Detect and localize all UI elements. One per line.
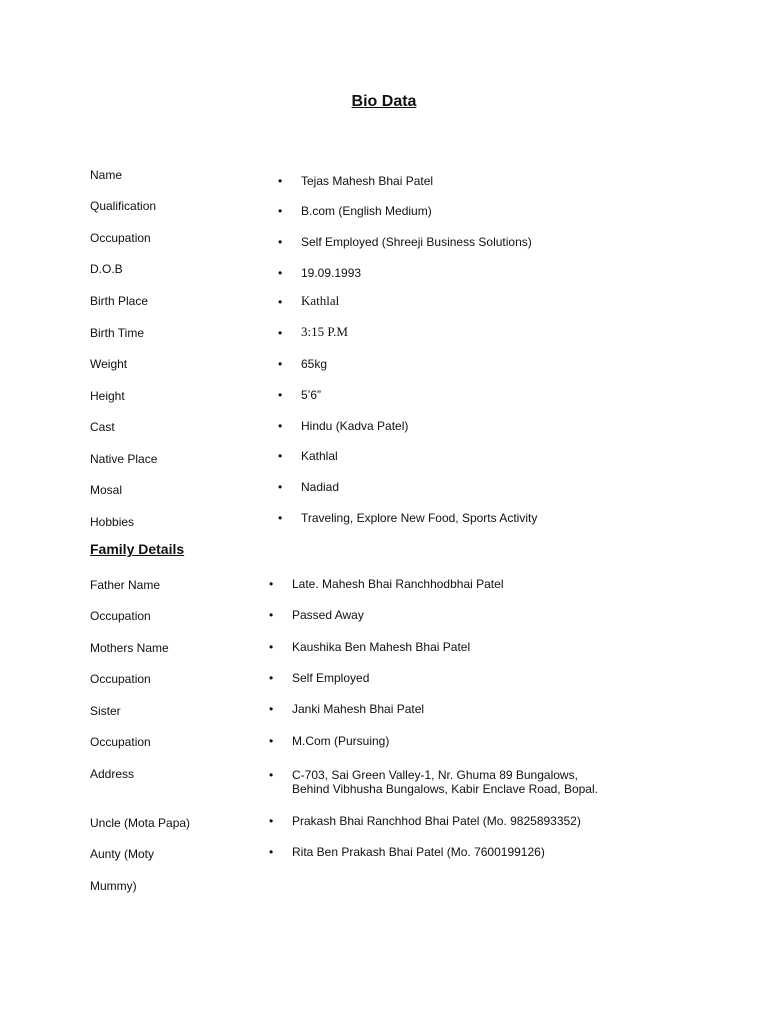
label-birth-time: Birth Time [90,326,145,340]
label-mothers-name: Mothers Name [90,641,169,655]
value-father-occupation: Passed Away [292,608,364,622]
value-birth-place: Kathlal [301,293,340,308]
value-sister: Janki Mahesh Bhai Patel [292,702,425,716]
bullet: • [269,608,274,622]
bullet: • [269,768,274,782]
label-mother-occupation: Occupation [90,672,151,686]
label-dob: D.O.B [90,262,123,276]
value-sister-occupation: M.Com (Pursuing) [292,734,390,748]
value-native-place: Kathlal [301,449,338,463]
label-occupation: Occupation [90,231,151,245]
label-father-occupation: Occupation [90,609,151,623]
value-hobbies: Traveling, Explore New Food, Sports Activity [301,511,538,525]
label-weight: Weight [90,357,128,371]
value-cast: Hindu (Kadva Patel) [301,419,409,433]
bullet: • [278,174,283,188]
label-aunty: Aunty (Moty [90,847,155,861]
label-sister-occupation: Occupation [90,735,151,749]
value-weight: 65kg [301,357,328,371]
label-height: Height [90,389,125,403]
bullet: • [278,357,283,371]
bullet: • [278,235,283,249]
value-uncle: Prakash Bhai Ranchhod Bhai Patel (Mo. 9825893352) [292,814,581,828]
bullet: • [278,326,283,340]
bullet: • [269,577,274,591]
bullet: • [269,702,274,716]
label-uncle: Uncle (Mota Papa) [90,816,191,830]
value-mother-occupation: Self Employed [292,671,370,685]
bullet: • [269,671,274,685]
bullet: • [269,640,274,654]
value-qualification: B.com (English Medium) [301,204,432,218]
value-mosal: Nadiad [301,480,340,494]
label-address: Address [90,767,135,781]
bullet: • [278,295,283,309]
value-mothers-name: Kaushika Ben Mahesh Bhai Patel [292,640,471,654]
label-qualification: Qualification [90,199,157,213]
bullet: • [278,449,283,463]
label-sister: Sister [90,704,121,718]
bullet: • [278,511,283,525]
bullet: • [269,734,274,748]
bullet: • [278,480,283,494]
label-native-place: Native Place [90,452,158,466]
value-occupation: Self Employed (Shreeji Business Solutions) [301,235,532,249]
bullet: • [278,419,283,433]
bullet: • [269,845,274,859]
label-mosal: Mosal [90,483,123,497]
label-cast: Cast [90,420,115,434]
value-height: 5’6” [301,388,322,402]
bullet: • [269,814,274,828]
label-birth-place: Birth Place [90,294,149,308]
value-birth-time: 3:15 P.M [301,324,348,339]
bullet: • [278,266,283,280]
label-father-name: Father Name [90,578,161,592]
value-name: Tejas Mahesh Bhai Patel [301,174,434,188]
value-father-name: Late. Mahesh Bhai Ranchhodbhai Patel [292,577,504,591]
family-details-heading: Family Details [90,541,185,557]
value-address-line2: Behind Vibhusha Bungalows, Kabir Enclave Road, Bopal. [292,782,598,796]
value-address-line1: C-703, Sai Green Valley-1, Nr. Ghuma 89 Bungalows, [292,768,578,782]
bullet: • [278,388,283,402]
value-dob: 19.09.1993 [301,266,362,280]
label-hobbies: Hobbies [90,515,135,529]
label-name: Name [90,168,123,182]
bullet: • [278,204,283,218]
page-title: Bio Data [351,93,417,110]
value-aunty: Rita Ben Prakash Bhai Patel (Mo. 7600199126) [292,845,545,859]
label-aunty-cont: Mummy) [90,879,137,893]
